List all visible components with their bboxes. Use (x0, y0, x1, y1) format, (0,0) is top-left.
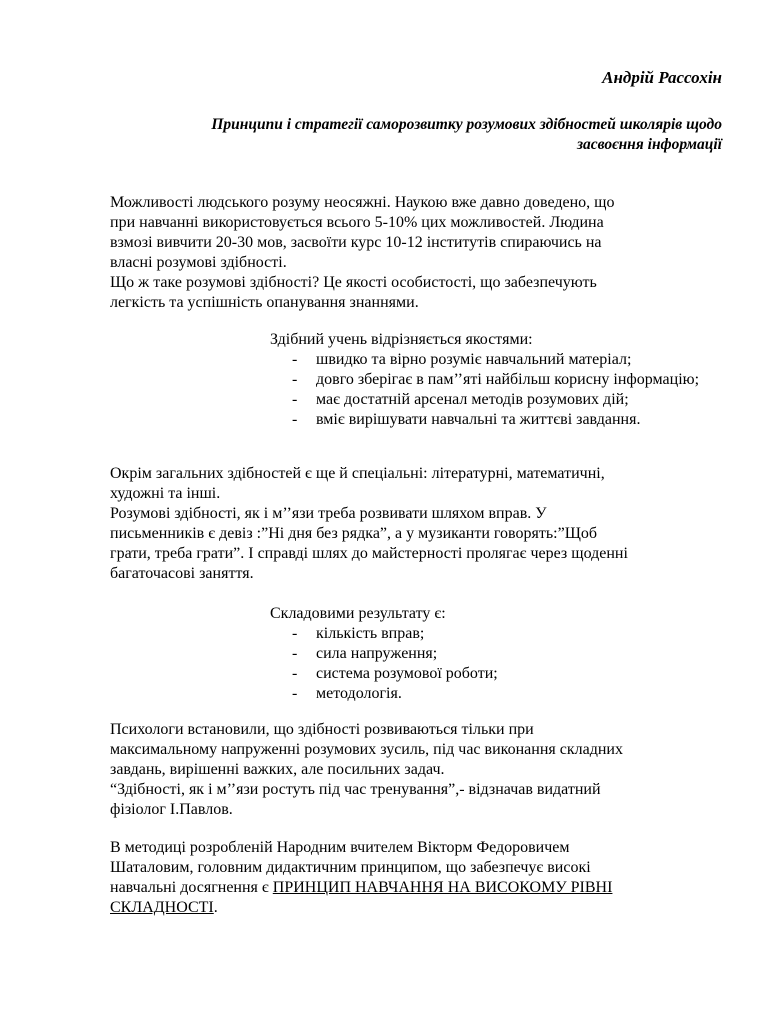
list-item (292, 410, 712, 430)
text-line: письменників є девіз :”Ні дня без рядка”, а у музиканти говорять:”Щоб (110, 525, 597, 542)
text-line: Окрім загальних здібностей є ще й спеціальні: літературні, математичні, (110, 465, 605, 482)
document-title (100, 115, 722, 155)
text-line: при навчанні використовується всього 5-10% цих можливостей. Людина (110, 214, 604, 231)
text-line: Можливості людського розуму неосяжні. Наукою вже давно доведено, що (110, 194, 615, 211)
list-item (292, 390, 712, 410)
text-run: . (213, 899, 218, 916)
list-item (292, 370, 712, 390)
text-line: грати, треба грати”. І справді шлях до майстерності пролягає через щоденні (110, 545, 628, 562)
list-item-text: методологія. (316, 685, 402, 702)
dash-bullet: - (292, 391, 298, 408)
components-list (292, 624, 712, 704)
components-heading: Складовими результату є: (270, 605, 446, 622)
text-line: легкість та успішність опанування знаннями. (110, 294, 419, 311)
abilities-paragraph (110, 464, 730, 584)
qualities-list (292, 350, 712, 430)
list-item (292, 684, 712, 704)
text-line (110, 898, 730, 918)
text-line: фізіолог І.Павлов. (110, 801, 233, 818)
text-line: “Здібності, як і м’’язи ростуть під час тренування”,- відзначав видатний (110, 781, 601, 798)
text-run: навчальні досягнення є (110, 879, 273, 896)
list-item (292, 624, 712, 644)
list-item-text: сила напруження; (316, 645, 438, 662)
psychologists-paragraph (110, 720, 730, 820)
dash-bullet: - (292, 645, 298, 662)
shatalov-paragraph (110, 838, 730, 918)
text-line: завдань, вирішенні важких, але посильних задач. (110, 761, 445, 778)
text-line: власні розумові здібності. (110, 254, 287, 271)
list-item-text: кількість вправ; (316, 625, 425, 642)
dash-bullet: - (292, 685, 298, 702)
underlined-principle: СКЛАДНОСТІ (110, 899, 214, 916)
text-line: Що ж таке розумові здібності? Це якості особистості, що забезпечують (110, 274, 597, 291)
title-line: засвоєння інформації (577, 136, 722, 153)
text-line: Розумові здібності, як і м’’язи треба розвивати шляхом вправ. У (110, 505, 547, 522)
list-item (292, 350, 712, 370)
list-item-text: швидко та вірно розуміє навчальний матеріал; (316, 351, 632, 368)
dash-bullet: - (292, 371, 298, 388)
list-item-text: вміє вирішувати навчальні та життєві завдання. (316, 411, 641, 428)
author-name: Андрій Рассохін (602, 68, 722, 87)
qualities-heading: Здібний учень відрізняється якостями: (270, 331, 533, 348)
dash-bullet: - (292, 665, 298, 682)
intro-paragraph (110, 193, 730, 313)
text-line: художні та інші. (110, 485, 221, 502)
dash-bullet: - (292, 625, 298, 642)
list-item-text: довго зберігає в пам’’яті найбільш корисну інформацію; (316, 371, 700, 388)
text-line: взмозі вивчити 20-30 мов, засвоїти курс 10-12 інститутів спираючись на (110, 234, 602, 251)
underlined-principle: ПРИНЦИП НАВЧАННЯ НА ВИСОКОМУ РІВНІ (272, 879, 613, 896)
text-line: В методиці розробленій Народним вчителем Вікторм Федоровичем (110, 839, 570, 856)
dash-bullet: - (292, 411, 298, 428)
text-line: максимальному напруженні розумових зусиль, під час виконання складних (110, 741, 623, 758)
text-line: Психологи встановили, що здібності розвиваються тільки при (110, 721, 534, 738)
text-line: Шаталовим, головним дидактичним принципом, що забезпечує високі (110, 859, 591, 876)
title-line: Принципи і стратегії саморозвитку розумових здібностей школярів щодо (211, 116, 722, 133)
list-item (292, 644, 712, 664)
text-line (110, 878, 730, 898)
text-line: багаточасові заняття. (110, 565, 254, 582)
list-item-text: має достатній арсенал методів розумових дій; (316, 391, 629, 408)
dash-bullet: - (292, 351, 298, 368)
list-item-text: система розумової роботи; (316, 665, 498, 682)
list-item (292, 664, 712, 684)
